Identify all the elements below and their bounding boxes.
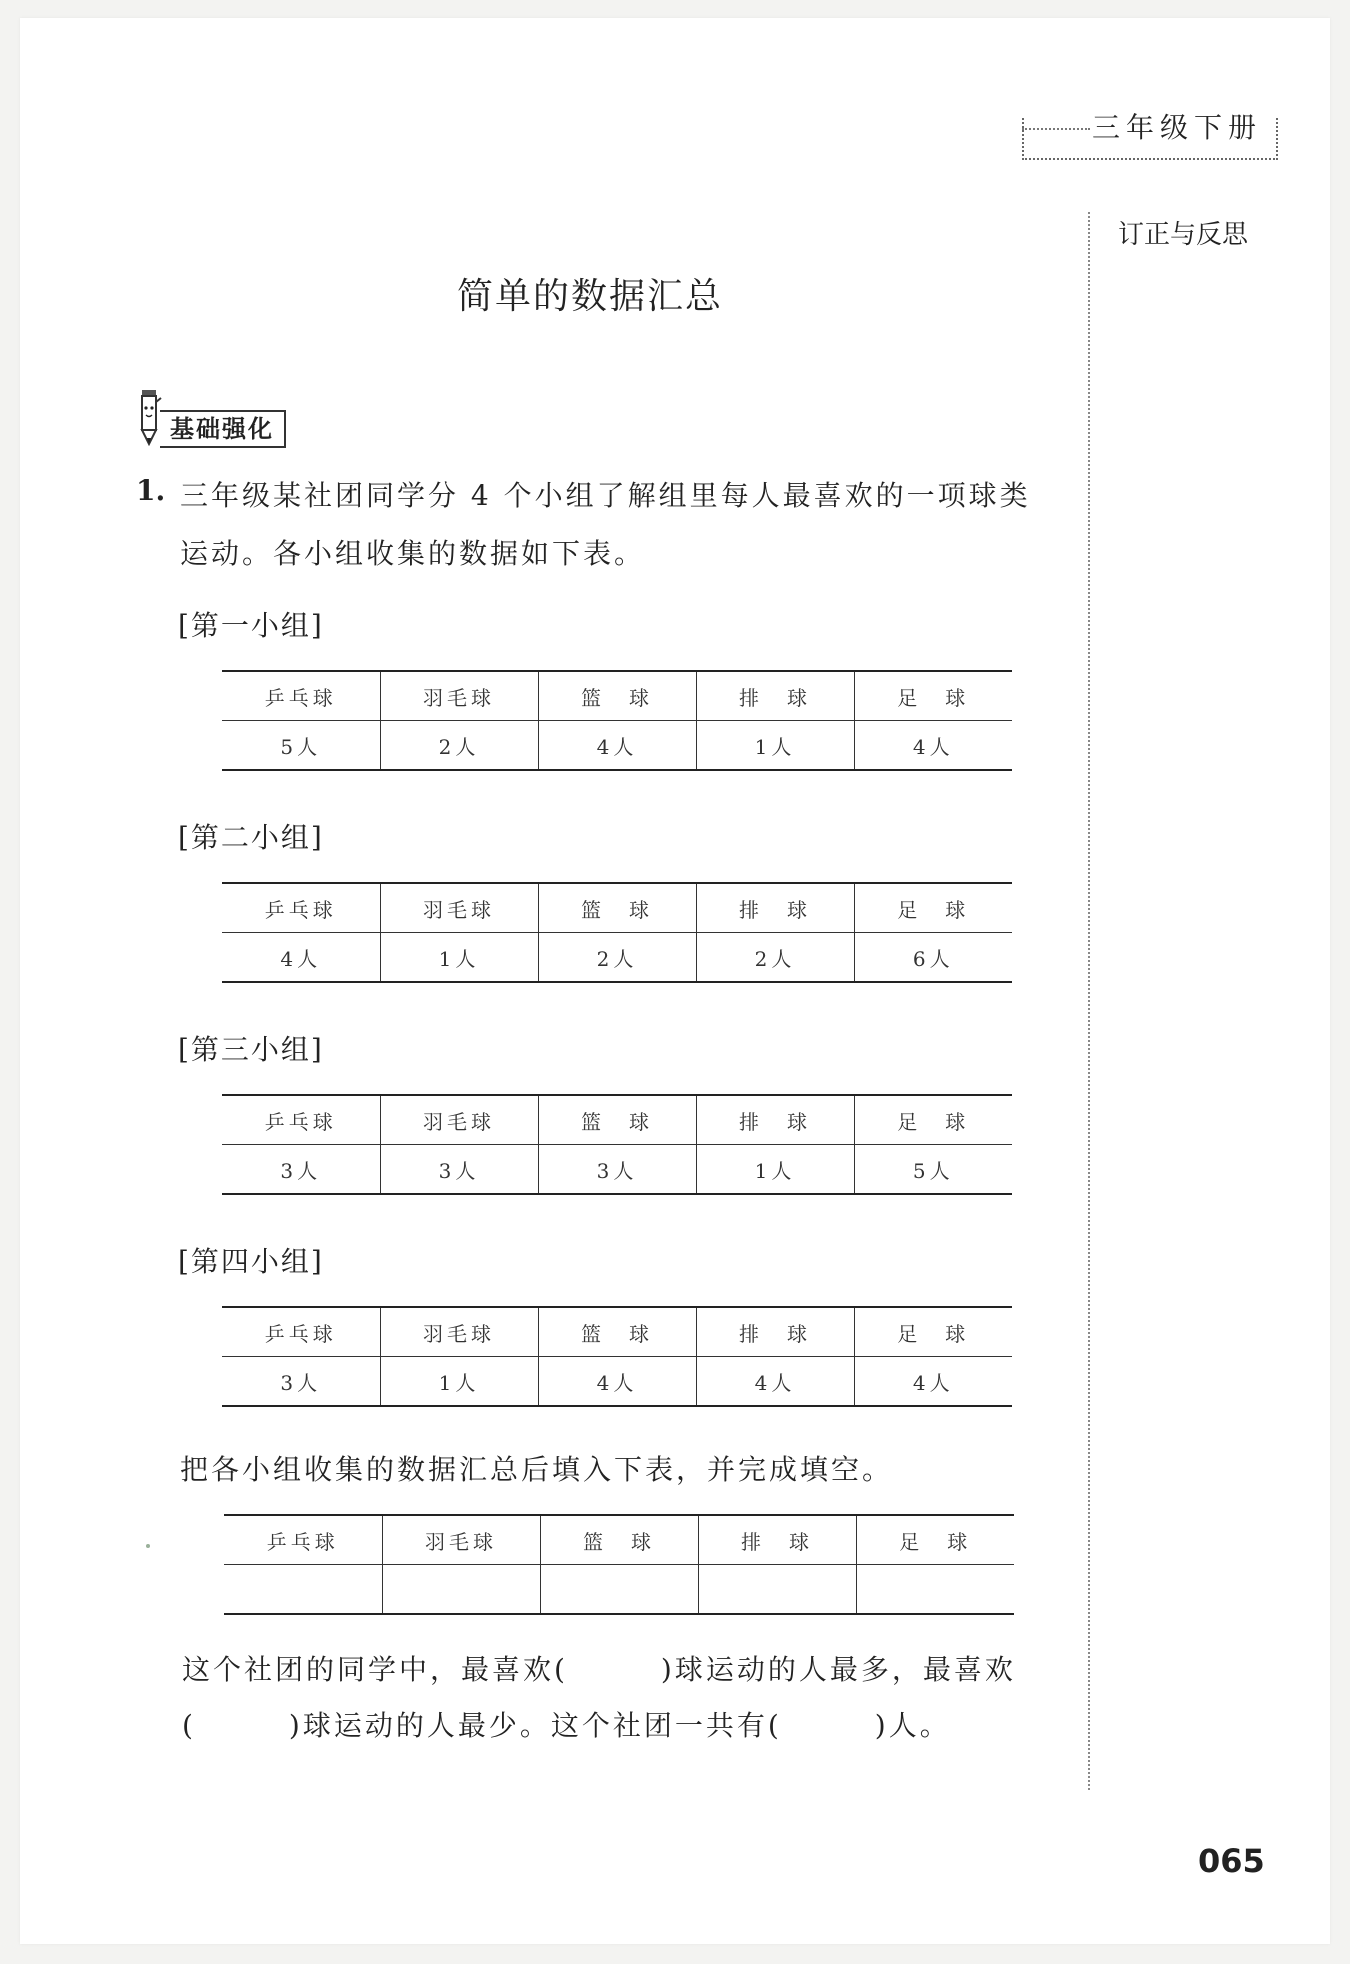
column-header: 乒乓球	[224, 1515, 382, 1565]
fill-blank-line-2: ( )球运动的人最少。这个社团一共有( )人。	[182, 1709, 951, 1742]
table-cell: 3人	[538, 1145, 696, 1195]
group-label-3: [第三小组]	[178, 1033, 324, 1066]
column-header: 羽毛球	[380, 671, 538, 721]
column-header: 足 球	[854, 1095, 1012, 1145]
column-header: 羽毛球	[380, 1095, 538, 1145]
reflection-divider	[1088, 212, 1090, 1790]
table-cell: 1人	[696, 721, 854, 771]
fill-blank-line-1: 这个社团的同学中，最喜欢( )球运动的人最多，最喜欢	[182, 1653, 1016, 1686]
summary-table	[224, 1514, 1014, 1615]
group-table-1	[222, 670, 1012, 771]
column-header: 排 球	[696, 1307, 854, 1357]
group-table-2	[222, 882, 1012, 983]
answer-cell[interactable]	[698, 1565, 856, 1615]
table-cell: 4人	[854, 1357, 1012, 1407]
column-header: 乒乓球	[222, 1095, 380, 1145]
group-table-4	[222, 1306, 1012, 1407]
question-number: 1.	[136, 474, 166, 507]
table-row	[222, 933, 1012, 983]
table-cell: 5人	[280, 734, 322, 759]
column-header: 足 球	[856, 1515, 1014, 1565]
table-cell: 1人	[380, 1357, 538, 1407]
column-header: 篮 球	[538, 1307, 696, 1357]
group-label-2: [第二小组]	[178, 821, 324, 854]
table-cell: 4人	[854, 721, 1012, 771]
page-title: 简单的数据汇总	[456, 276, 723, 317]
table-cell: 2人	[696, 933, 854, 983]
table-cell: 4人	[280, 946, 322, 971]
table-header-row	[224, 1515, 1014, 1565]
table-cell: 6人	[854, 933, 1012, 983]
column-header: 乒乓球	[222, 883, 380, 933]
question-text-line-2: 运动。各小组收集的数据如下表。	[180, 537, 646, 570]
pencil-icon	[136, 388, 162, 446]
column-header: 排 球	[698, 1515, 856, 1565]
table-cell: 4人	[696, 1357, 854, 1407]
answer-cell[interactable]	[540, 1565, 698, 1615]
table-header-row	[222, 1307, 1012, 1357]
page-number: 065	[1198, 1842, 1265, 1880]
table-row	[222, 721, 1012, 771]
column-header: 篮 球	[538, 1095, 696, 1145]
column-header: 排 球	[696, 883, 854, 933]
table-cell: 3人	[380, 1145, 538, 1195]
reflection-column-label: 订正与反思	[1118, 220, 1249, 250]
table-header-row	[222, 671, 1012, 721]
answer-cell[interactable]	[224, 1565, 382, 1615]
group-label-1: [第一小组]	[178, 609, 324, 642]
column-header: 羽毛球	[380, 883, 538, 933]
group-label-4: [第四小组]	[178, 1245, 324, 1278]
column-header: 篮 球	[538, 671, 696, 721]
column-header: 篮 球	[538, 883, 696, 933]
summary-answer-row	[224, 1565, 1014, 1615]
table-cell: 1人	[696, 1145, 854, 1195]
column-header: 足 球	[854, 1307, 1012, 1357]
grade-label: 三年级下册	[1092, 111, 1263, 144]
table-cell: 1人	[380, 933, 538, 983]
table-cell: 5人	[854, 1145, 1012, 1195]
answer-cell[interactable]	[856, 1565, 1014, 1615]
section-badge	[132, 386, 302, 448]
column-header: 排 球	[696, 671, 854, 721]
column-header: 羽毛球	[380, 1307, 538, 1357]
column-header: 排 球	[696, 1095, 854, 1145]
table-header-row	[222, 883, 1012, 933]
table-row	[222, 1145, 1012, 1195]
table-header-row	[222, 1095, 1012, 1145]
column-header: 乒乓球	[222, 1307, 380, 1357]
table-cell: 3人	[280, 1158, 322, 1183]
column-header: 足 球	[854, 671, 1012, 721]
section-badge-label: 基础强化	[160, 410, 286, 448]
table-cell: 3人	[280, 1370, 322, 1395]
question-text-line-1: 三年级某社团同学分 4 个小组了解组里每人最喜欢的一项球类	[180, 479, 1031, 512]
group-table-3	[222, 1094, 1012, 1195]
summary-instruction: 把各小组收集的数据汇总后填入下表，并完成填空。	[180, 1453, 894, 1486]
answer-cell[interactable]	[382, 1565, 540, 1615]
column-header: 乒乓球	[222, 671, 380, 721]
table-row	[222, 1357, 1012, 1407]
table-cell: 2人	[380, 721, 538, 771]
column-header: 篮 球	[540, 1515, 698, 1565]
table-cell: 2人	[538, 933, 696, 983]
column-header: 羽毛球	[382, 1515, 540, 1565]
table-cell: 4人	[538, 1357, 696, 1407]
print-speck	[146, 1544, 150, 1548]
column-header: 足 球	[854, 883, 1012, 933]
table-cell: 4人	[538, 721, 696, 771]
